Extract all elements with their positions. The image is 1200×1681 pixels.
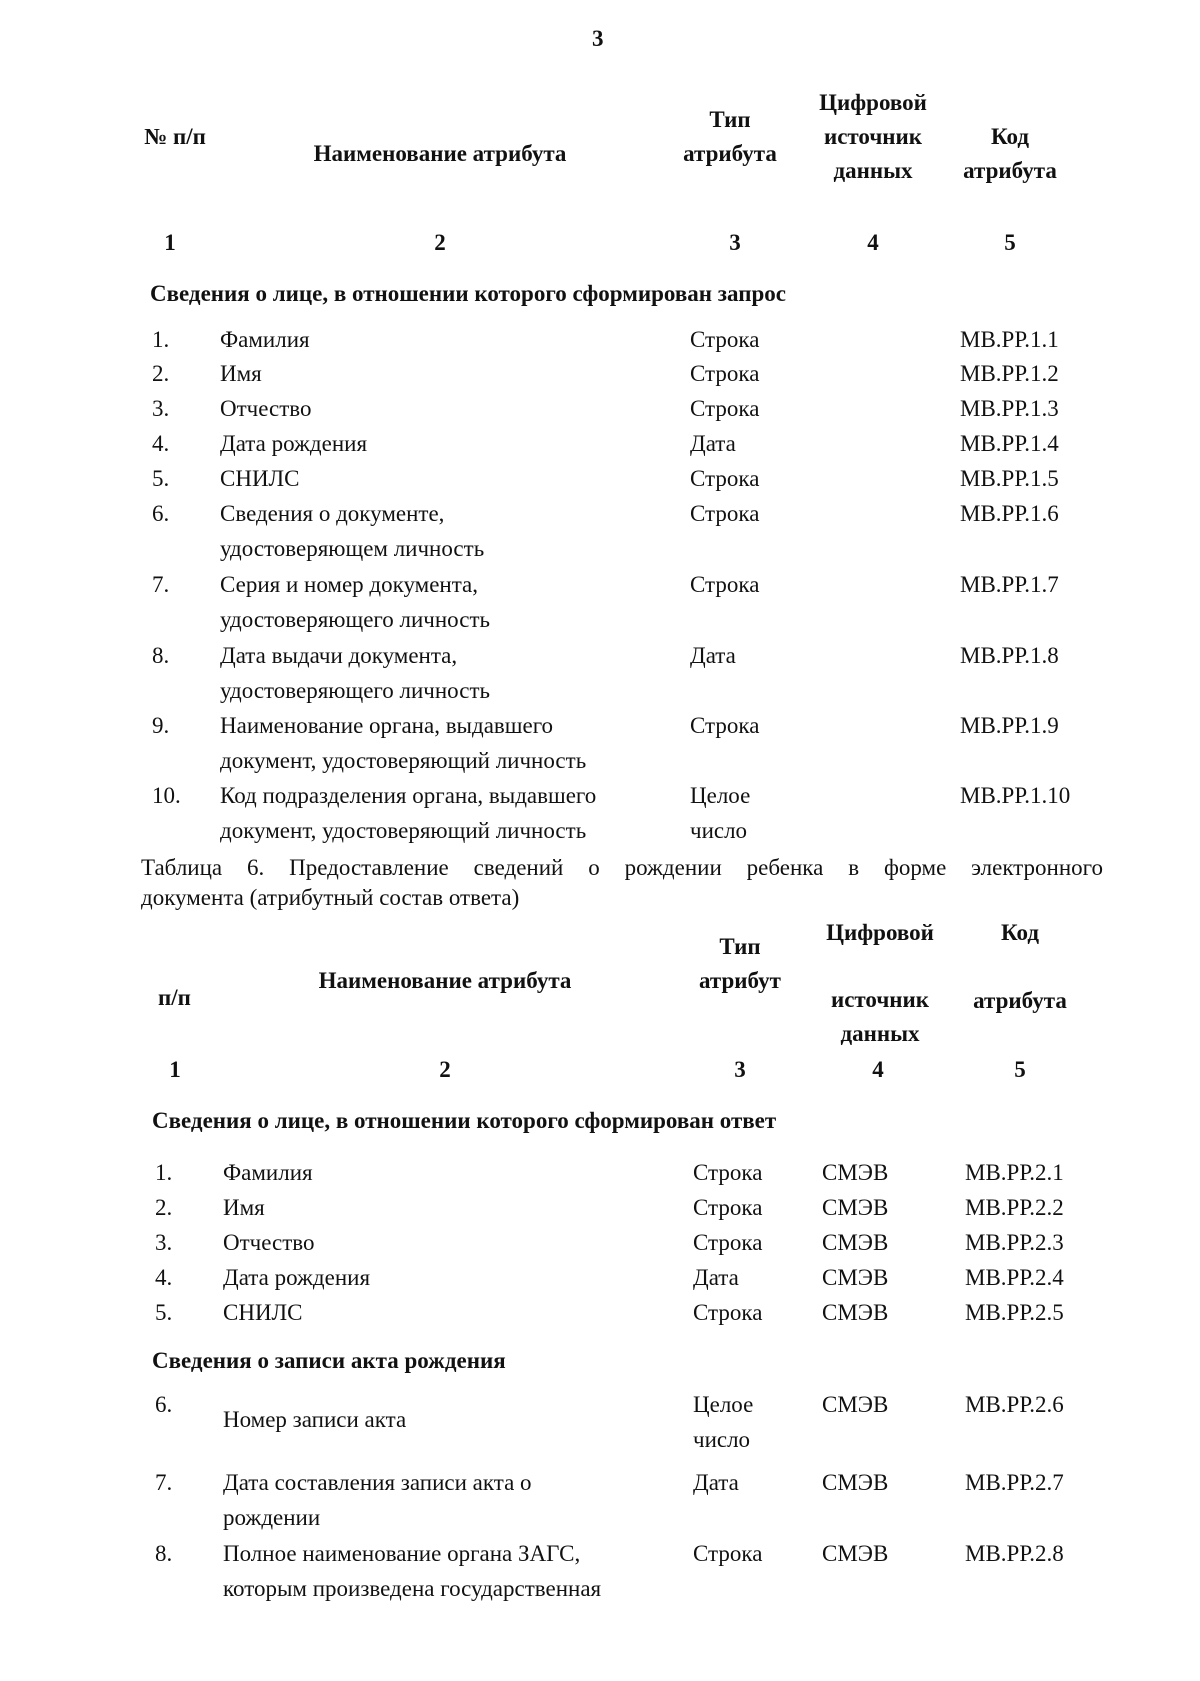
attribute-code: МВ.РР.1.9 <box>960 713 1059 738</box>
row-number: 3. <box>152 396 170 421</box>
attribute-type: Строка <box>690 501 760 526</box>
attribute-code: МВ.РР.1.8 <box>960 643 1059 668</box>
t2-header-code-bottom: атрибута <box>973 988 1067 1013</box>
attribute-type: Дата <box>693 1265 739 1290</box>
data-source: СМЭВ <box>822 1541 889 1566</box>
attribute-type: Дата <box>690 643 736 668</box>
t2-col-number: 2 <box>439 1057 451 1082</box>
attribute-type-cont: число <box>690 818 748 843</box>
t1-header-type: Тип атрибута <box>683 107 777 166</box>
attribute-type: Дата <box>693 1470 739 1495</box>
table6-caption-line2: документа (атрибутный состав ответа) <box>141 885 520 910</box>
row-number: 7. <box>152 572 170 597</box>
attribute-code: МВ.РР.1.1 <box>960 327 1059 352</box>
attribute-code: МВ.РР.1.5 <box>960 466 1059 491</box>
attribute-name-cont: документ, удостоверяющий личность <box>220 748 587 773</box>
row-number: 6. <box>152 501 170 526</box>
t2-header-source-top: Цифровой <box>826 920 934 945</box>
t2-col-number: 3 <box>734 1057 746 1082</box>
t2-col-number: 1 <box>169 1057 181 1082</box>
t1-col-number: 1 <box>164 230 176 255</box>
row-number: 1. <box>152 327 170 352</box>
attribute-name: Отчество <box>220 396 312 421</box>
data-source: СМЭВ <box>822 1392 889 1417</box>
attribute-code: МВ.РР.2.6 <box>965 1392 1064 1417</box>
attribute-name-cont: удостоверяющем личность <box>220 536 485 561</box>
t1-header-num: № п/п <box>144 124 206 149</box>
t1-col-number: 2 <box>434 230 446 255</box>
data-source: СМЭВ <box>822 1160 889 1185</box>
t2-col-number: 5 <box>1014 1057 1026 1082</box>
attribute-type: Строка <box>690 396 760 421</box>
attribute-name: Наименование органа, выдавшего <box>220 713 554 738</box>
attribute-code: МВ.РР.2.3 <box>965 1230 1064 1255</box>
row-number: 3. <box>155 1230 173 1255</box>
attribute-type: Строка <box>693 1160 763 1185</box>
t1-col-number: 5 <box>1004 230 1016 255</box>
row-number: 5. <box>152 466 170 491</box>
row-number: 8. <box>152 643 170 668</box>
t2-header-name: Наименование атрибута <box>318 968 572 993</box>
t1-header-source: Цифровой источник данных <box>819 90 927 183</box>
attribute-type: Строка <box>690 466 760 491</box>
attribute-code: МВ.РР.2.8 <box>965 1541 1064 1566</box>
page-number: 3 <box>592 26 604 51</box>
attribute-type: Строка <box>690 327 760 352</box>
attribute-type-cont: число <box>693 1427 751 1452</box>
t2-header-source-bottom: источник данных <box>830 987 930 1046</box>
attribute-code: МВ.РР.2.2 <box>965 1195 1064 1220</box>
attribute-name: Имя <box>220 361 262 386</box>
attribute-code: МВ.РР.2.4 <box>965 1265 1064 1290</box>
attribute-name: Дата рождения <box>220 431 368 456</box>
attribute-name-cont: документ, удостоверяющий личность <box>220 818 587 843</box>
attribute-name: Дата рождения <box>223 1265 371 1290</box>
attribute-name: СНИЛС <box>223 1300 303 1325</box>
attribute-code: МВ.РР.2.1 <box>965 1160 1064 1185</box>
t2-section-title-1: Сведения о лице, в отношении которого сформирован ответ <box>152 1108 777 1133</box>
attribute-type: Строка <box>693 1300 763 1325</box>
t2-header-code-top: Код <box>1000 920 1039 945</box>
t1-section-title: Сведения о лице, в отношении которого сформирован запрос <box>150 281 786 306</box>
attribute-name-cont: удостоверяющего личность <box>220 678 490 703</box>
attribute-name-cont: рождении <box>223 1505 321 1530</box>
attribute-code: МВ.РР.2.7 <box>965 1470 1064 1495</box>
attribute-type: Строка <box>693 1230 763 1255</box>
row-number: 6. <box>155 1392 173 1417</box>
t2-header-num: п/п <box>158 985 191 1010</box>
row-number: 8. <box>155 1541 173 1566</box>
attribute-name: Серия и номер документа, <box>220 572 479 597</box>
attribute-name: Номер записи акта <box>223 1407 407 1432</box>
row-number: 5. <box>155 1300 173 1325</box>
attribute-code: МВ.РР.1.10 <box>960 783 1071 808</box>
attribute-name: Отчество <box>223 1230 315 1255</box>
attribute-type: Целое <box>693 1392 754 1417</box>
t2-col-number: 4 <box>872 1057 884 1082</box>
attribute-code: МВ.РР.1.4 <box>960 431 1059 456</box>
row-number: 2. <box>155 1195 173 1220</box>
data-source: СМЭВ <box>822 1195 889 1220</box>
row-number: 2. <box>152 361 170 386</box>
attribute-type: Целое <box>690 783 751 808</box>
attribute-code: МВ.РР.2.5 <box>965 1300 1064 1325</box>
attribute-name: Сведения о документе, <box>220 501 445 526</box>
attribute-name-cont: удостоверяющего личность <box>220 607 490 632</box>
attribute-code: МВ.РР.1.7 <box>960 572 1059 597</box>
t1-header-code: Код атрибута <box>963 124 1057 183</box>
row-number: 1. <box>155 1160 173 1185</box>
attribute-name: Код подразделения органа, выдавшего <box>220 783 597 808</box>
t1-header-name: Наименование атрибута <box>313 141 567 166</box>
data-source: СМЭВ <box>822 1300 889 1325</box>
t1-col-number: 3 <box>729 230 741 255</box>
attribute-type: Строка <box>693 1195 763 1220</box>
attribute-name: Дата выдачи документа, <box>220 643 458 668</box>
attribute-code: МВ.РР.1.2 <box>960 361 1059 386</box>
t2-section-title-2: Сведения о записи акта рождения <box>152 1348 506 1373</box>
t2-header-type-top: Тип <box>719 934 761 959</box>
data-source: СМЭВ <box>822 1230 889 1255</box>
attribute-type: Дата <box>690 431 736 456</box>
row-number: 9. <box>152 713 170 738</box>
attribute-name: Дата составления записи акта о <box>223 1470 532 1495</box>
attribute-type: Строка <box>690 713 760 738</box>
attribute-type: Строка <box>690 361 760 386</box>
table6-caption-line1: Таблица 6. Предоставление сведений о рождении ребенка в форме электронного <box>141 855 1103 880</box>
t1-col-number: 4 <box>867 230 879 255</box>
row-number: 10. <box>152 783 181 808</box>
attribute-name: СНИЛС <box>220 466 300 491</box>
attribute-type: Строка <box>690 572 760 597</box>
data-source: СМЭВ <box>822 1265 889 1290</box>
attribute-name: Имя <box>223 1195 265 1220</box>
attribute-name: Полное наименование органа ЗАГС, <box>223 1541 581 1566</box>
t2-header-type-bottom: атрибут <box>699 968 781 993</box>
data-source: СМЭВ <box>822 1470 889 1495</box>
attribute-code: МВ.РР.1.3 <box>960 396 1059 421</box>
attribute-code: МВ.РР.1.6 <box>960 501 1059 526</box>
row-number: 4. <box>155 1265 173 1290</box>
attribute-name-cont: которым произведена государственная <box>223 1576 602 1601</box>
attribute-type: Строка <box>693 1541 763 1566</box>
attribute-name: Фамилия <box>223 1160 313 1185</box>
attribute-name: Фамилия <box>220 327 310 352</box>
row-number: 7. <box>155 1470 173 1495</box>
row-number: 4. <box>152 431 170 456</box>
